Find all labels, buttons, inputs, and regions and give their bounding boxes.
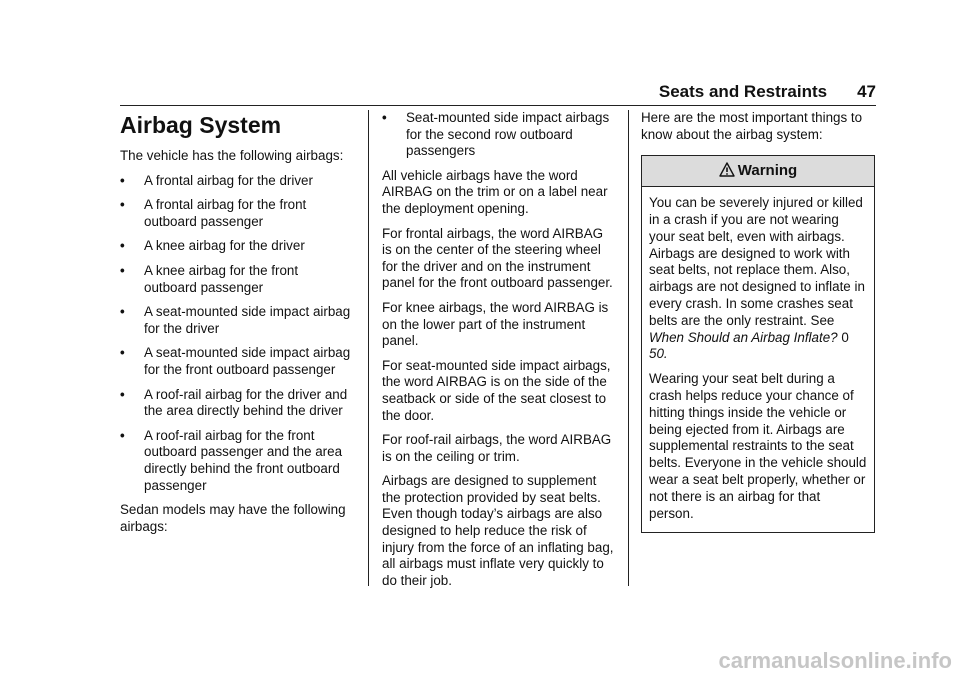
list-item-text: A seat-mounted side impact airbag for the front outboard passenger bbox=[144, 345, 351, 377]
watermark: carmanualsonline.info bbox=[718, 648, 952, 673]
header-rule bbox=[120, 105, 876, 106]
warning-paragraph bbox=[649, 195, 867, 363]
list-item bbox=[120, 345, 352, 378]
warning-title: Warning bbox=[737, 162, 798, 180]
column-2 bbox=[382, 110, 616, 597]
column-3 bbox=[641, 110, 875, 533]
bullet-icon: • bbox=[120, 345, 125, 361]
body-paragraph: Airbags are designed to supplement the protection provided by seat belts. Even though today’s airbags are also designed to help reduce the risk of injury from the force of an inflating bag, all airbags must inflate very quickly to do their job. bbox=[382, 473, 614, 588]
bullet-icon: • bbox=[382, 110, 387, 125]
warning-triangle-icon bbox=[719, 162, 735, 177]
bullet-icon: • bbox=[120, 386, 125, 402]
warning-header bbox=[642, 156, 874, 187]
bullet-icon: • bbox=[120, 427, 125, 443]
warning-body bbox=[642, 187, 874, 532]
cross-reference-link[interactable]: When Should an Airbag Inflate? bbox=[649, 329, 838, 345]
bullet-icon: • bbox=[120, 304, 125, 320]
list-item bbox=[382, 110, 616, 160]
body-paragraph: For seat-mounted side impact airbags, the word AIRBAG is on the side of the seatback or side of the seat closest to the door. bbox=[382, 357, 611, 423]
list-item-text: Seat-mounted side impact airbags for the second row outboard passengers bbox=[406, 110, 610, 159]
list-item bbox=[120, 173, 352, 190]
list-item-text: A frontal airbag for the front outboard passenger bbox=[144, 197, 307, 229]
list-item-text: A knee airbag for the front outboard passenger bbox=[144, 262, 299, 295]
sedan-airbag-list bbox=[382, 110, 616, 160]
warning-box bbox=[641, 155, 875, 533]
bullet-icon: • bbox=[120, 262, 125, 278]
list-item bbox=[120, 387, 352, 420]
warning-text: You can be severely injured or killed in a crash if you are not wearing your seat belt, even with airbags. Airbags are designed to work with seat belts, not replace them. Also, airbags are not designed to inflate in every crash. In some crashes seat belts are the only restraint. See bbox=[649, 195, 865, 328]
body-paragraph: For frontal airbags, the word AIRBAG is on the center of the steering wheel for the driver and on the instrument panel for the front outboard passenger. bbox=[382, 225, 613, 291]
list-item-text: A seat-mounted side impact airbag for the driver bbox=[144, 304, 351, 336]
intro-paragraph: Here are the most important things to know about the airbag system: bbox=[641, 110, 863, 142]
list-item-text: A roof-rail airbag for the front outboard passenger and the area directly behind the front outboard passenger bbox=[144, 427, 343, 493]
sedan-paragraph: Sedan models may have the following airbags: bbox=[120, 502, 346, 534]
list-item-text: A roof-rail airbag for the driver and the area directly behind the driver bbox=[144, 386, 348, 419]
list-item-text: A knee airbag for the driver bbox=[144, 238, 305, 254]
page-ref-icon: 0 bbox=[841, 329, 849, 345]
list-item bbox=[120, 238, 352, 255]
bullet-icon: • bbox=[120, 172, 125, 188]
body-paragraph: All vehicle airbags have the word AIRBAG on the trim or on a label near the deployment opening. bbox=[382, 167, 608, 216]
list-item bbox=[120, 428, 352, 494]
list-item-text: A frontal airbag for the driver bbox=[144, 172, 313, 188]
list-item bbox=[120, 304, 352, 337]
page-number: 47 bbox=[857, 82, 876, 101]
bullet-icon: • bbox=[120, 238, 125, 254]
body-paragraph: For roof-rail airbags, the word AIRBAG is on the ceiling or trim. bbox=[382, 432, 612, 464]
section-title: Airbag System bbox=[120, 112, 282, 138]
body-paragraph: For knee airbags, the word AIRBAG is on the lower part of the instrument panel. bbox=[382, 299, 609, 349]
list-item bbox=[120, 263, 352, 296]
warning-paragraph: Wearing your seat belt during a crash helps reduce your chance of hitting things inside the vehicle or being ejected from it. Airbags are supplemental restraints to the seat belts. Everyone in the vehicle should wear a seat belt properly, whether or not there is an airbag for that person. bbox=[649, 371, 867, 521]
intro-paragraph: The vehicle has the following airbags: bbox=[120, 148, 344, 163]
column-divider bbox=[628, 110, 629, 586]
airbag-list bbox=[120, 173, 352, 495]
list-item bbox=[120, 197, 352, 230]
cross-reference-page[interactable]: 50. bbox=[649, 346, 668, 362]
header-section-title: Seats and Restraints bbox=[658, 82, 828, 101]
column-1 bbox=[120, 110, 352, 543]
column-divider bbox=[368, 110, 369, 586]
page-header bbox=[120, 82, 876, 104]
bullet-icon: • bbox=[120, 197, 125, 213]
